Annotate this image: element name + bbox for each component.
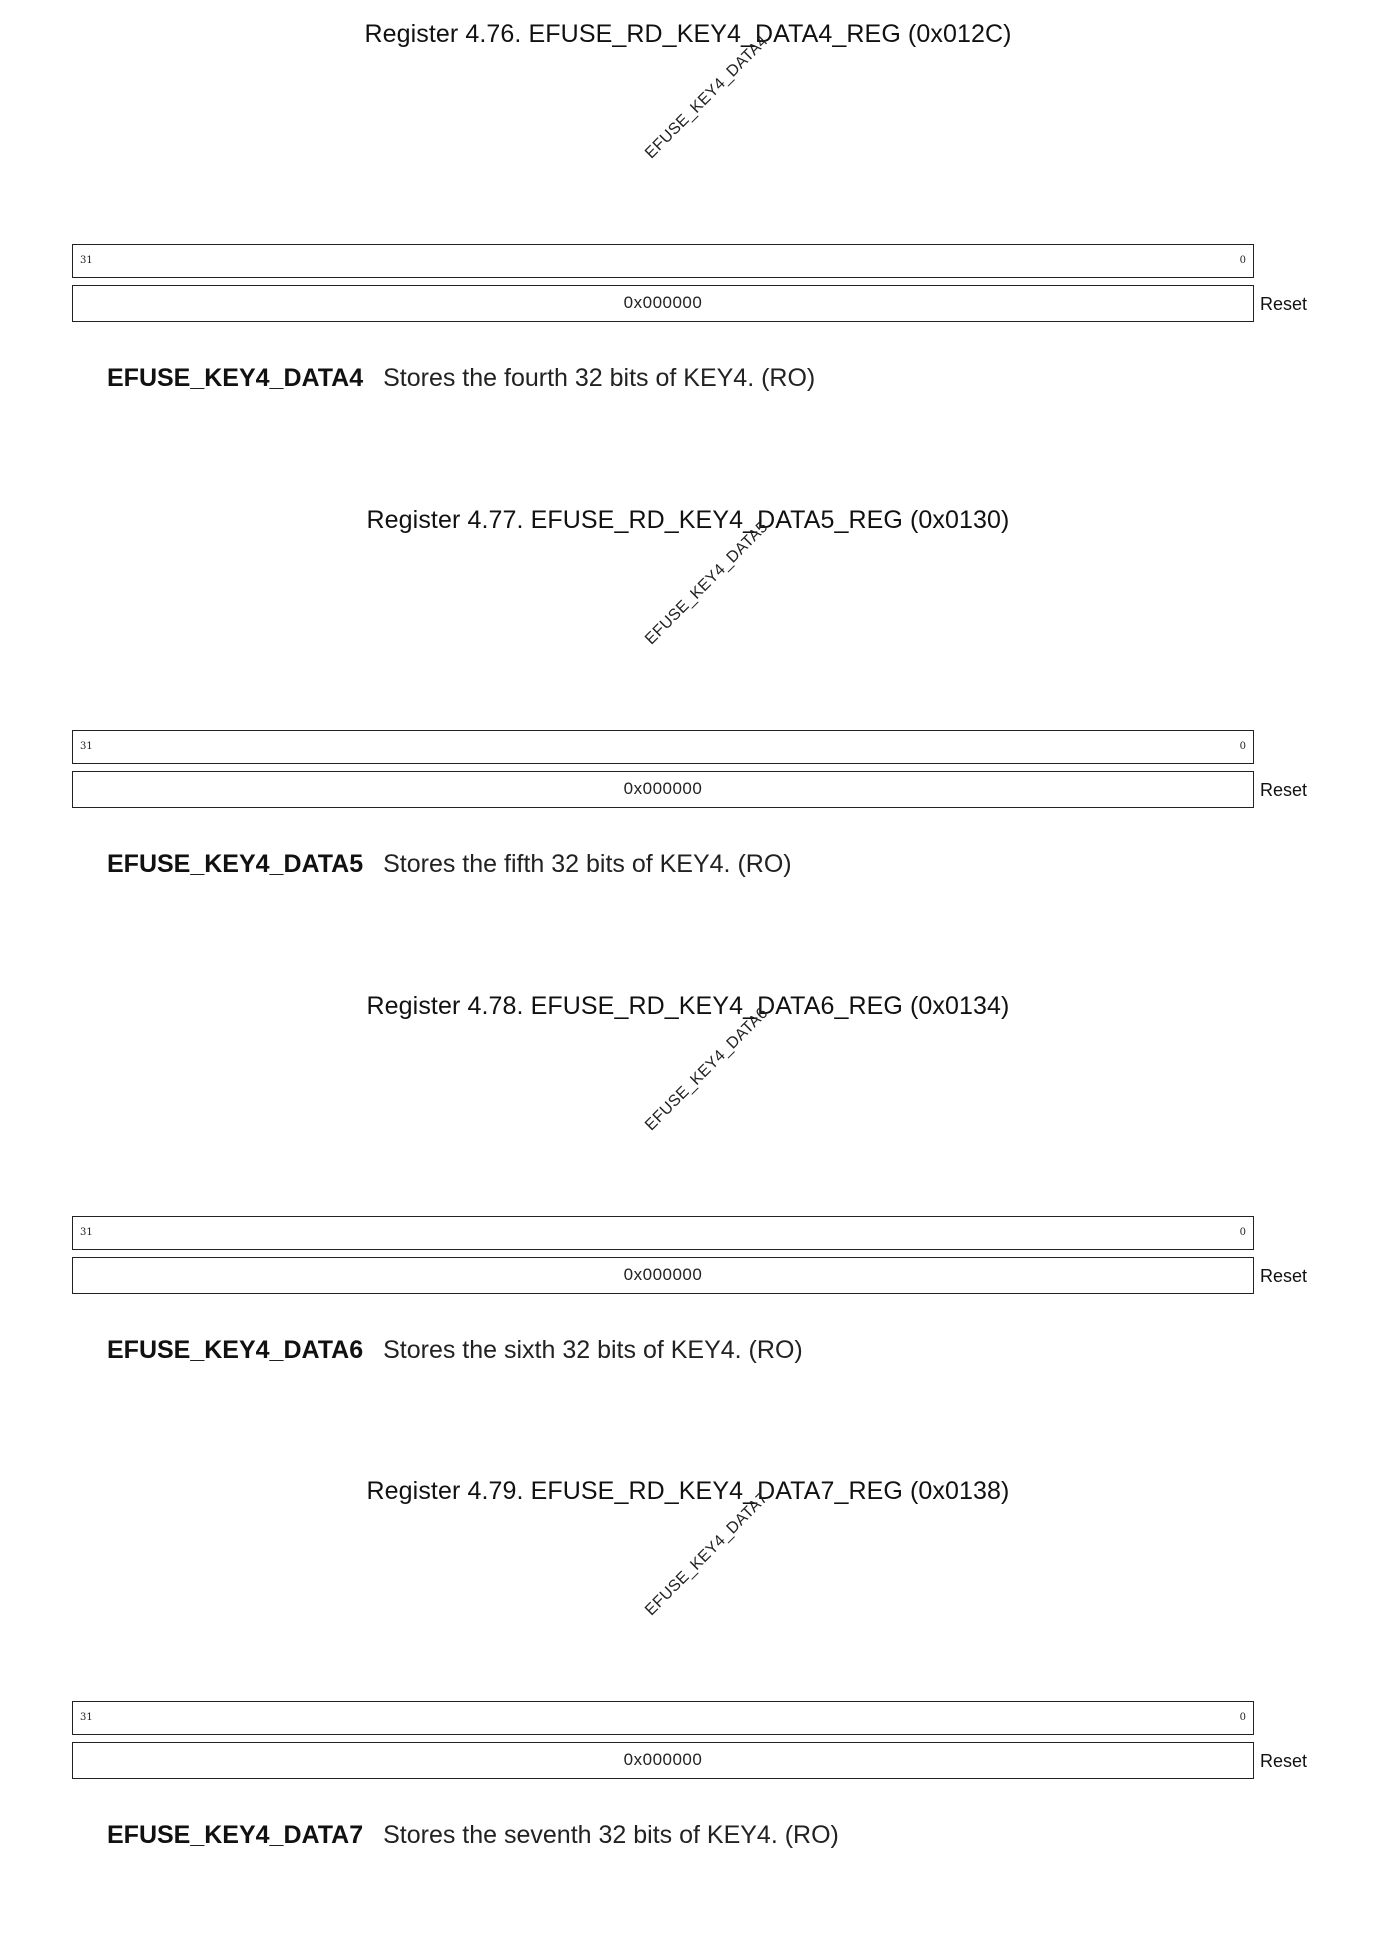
bit-range-box bbox=[72, 1216, 1254, 1250]
description-field-name: EFUSE_KEY4_DATA7 bbox=[107, 1821, 364, 1849]
bit-low-label: 0 bbox=[1239, 1712, 1246, 1723]
bit-low-label: 0 bbox=[1239, 1227, 1246, 1238]
reset-label: Reset bbox=[1260, 780, 1308, 800]
bit-high-label: 31 bbox=[80, 741, 93, 752]
description-text: Stores the seventh 32 bits of KEY4. (RO) bbox=[383, 1821, 839, 1849]
register-section bbox=[0, 972, 1376, 1412]
bit-range-box bbox=[72, 1701, 1254, 1735]
register-section bbox=[0, 0, 1376, 440]
bit-range-box bbox=[72, 730, 1254, 764]
field-name-label: EFUSE_KEY4_DATA7 bbox=[642, 1489, 772, 1620]
description-text: Stores the sixth 32 bits of KEY4. (RO) bbox=[383, 1336, 803, 1364]
bit-high-label: 31 bbox=[80, 1227, 93, 1238]
register-title: Register 4.77. EFUSE_RD_KEY4_DATA5_REG (0x0130) bbox=[366, 506, 1010, 534]
field-name-label: EFUSE_KEY4_DATA5 bbox=[642, 518, 772, 649]
register-title: Register 4.78. EFUSE_RD_KEY4_DATA6_REG (0x0134) bbox=[366, 992, 1010, 1020]
register-section bbox=[0, 1457, 1376, 1897]
description-text: Stores the fourth 32 bits of KEY4. (RO) bbox=[383, 364, 816, 392]
reset-value-box: 0x000000 bbox=[72, 285, 1254, 322]
field-description bbox=[107, 1821, 839, 1850]
field-description bbox=[107, 1336, 803, 1365]
bit-low-label: 0 bbox=[1239, 741, 1246, 752]
bit-low-label: 0 bbox=[1239, 255, 1246, 266]
reset-label: Reset bbox=[1260, 294, 1308, 314]
register-title: Register 4.79. EFUSE_RD_KEY4_DATA7_REG (0x0138) bbox=[366, 1477, 1010, 1505]
description-text: Stores the fifth 32 bits of KEY4. (RO) bbox=[383, 850, 792, 878]
description-field-name: EFUSE_KEY4_DATA5 bbox=[107, 850, 364, 878]
field-description bbox=[107, 850, 792, 879]
reset-label: Reset bbox=[1260, 1266, 1308, 1286]
field-name-label: EFUSE_KEY4_DATA6 bbox=[642, 1004, 772, 1135]
reset-value-box: 0x000000 bbox=[72, 771, 1254, 808]
bit-high-label: 31 bbox=[80, 1712, 93, 1723]
bit-range-box bbox=[72, 244, 1254, 278]
reset-value-box: 0x000000 bbox=[72, 1742, 1254, 1779]
reset-value-box: 0x000000 bbox=[72, 1257, 1254, 1294]
bit-high-label: 31 bbox=[80, 255, 93, 266]
description-field-name: EFUSE_KEY4_DATA6 bbox=[107, 1336, 364, 1364]
description-field-name: EFUSE_KEY4_DATA4 bbox=[107, 364, 364, 392]
field-name-label: EFUSE_KEY4_DATA4 bbox=[642, 32, 772, 163]
register-title: Register 4.76. EFUSE_RD_KEY4_DATA4_REG (0x012C) bbox=[364, 20, 1012, 48]
register-section bbox=[0, 486, 1376, 926]
reset-label: Reset bbox=[1260, 1751, 1308, 1771]
field-description bbox=[107, 364, 815, 393]
